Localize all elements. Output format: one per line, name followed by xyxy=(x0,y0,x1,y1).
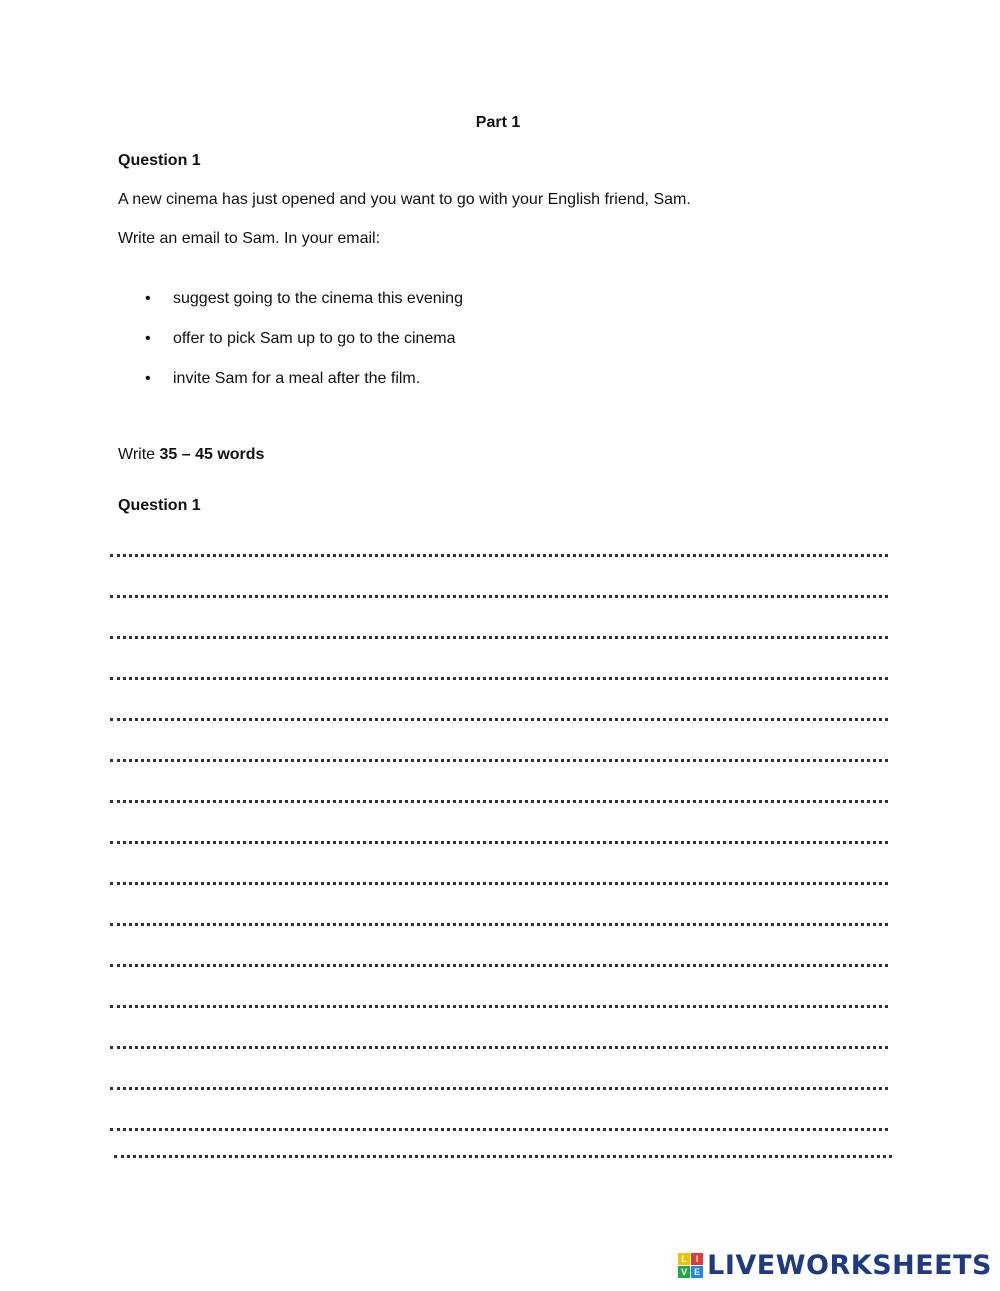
word-count-instruction xyxy=(118,446,264,464)
bullet-item: • invite Sam for a meal after the film. xyxy=(118,368,463,408)
bullet-item: • offer to pick Sam up to go to the cinema xyxy=(118,328,463,368)
answer-line[interactable] xyxy=(110,712,888,753)
word-count-range: 35 – 45 words xyxy=(159,446,265,463)
bullet-item: • suggest going to the cinema this evening xyxy=(118,288,463,328)
answer-line[interactable] xyxy=(110,548,888,589)
answer-line[interactable] xyxy=(110,876,888,917)
logo-mark-icon: L I V E xyxy=(678,1253,703,1278)
answer-line[interactable] xyxy=(110,999,888,1040)
part-title: Part 1 xyxy=(475,114,521,131)
answer-line[interactable] xyxy=(110,671,888,712)
answer-line[interactable] xyxy=(110,753,888,794)
question-heading: Question 1 xyxy=(118,152,201,169)
answer-line[interactable] xyxy=(110,1081,888,1122)
answer-line[interactable] xyxy=(110,917,888,958)
prompt-text: A new cinema has just opened and you want to go with your English friend, Sam. xyxy=(118,191,691,208)
task-bullet-list xyxy=(118,288,463,408)
liveworksheets-logo xyxy=(678,1250,992,1281)
instruction-text: Write an email to Sam. In your email: xyxy=(118,230,381,247)
answer-heading: Question 1 xyxy=(118,497,201,514)
answer-line[interactable] xyxy=(110,1040,888,1081)
answer-line[interactable] xyxy=(110,958,888,999)
answer-line[interactable] xyxy=(110,589,888,630)
word-count-prefix: Write xyxy=(118,446,156,463)
answer-line[interactable] xyxy=(110,630,888,671)
answer-writing-area[interactable] xyxy=(110,548,888,1204)
answer-line[interactable] xyxy=(110,835,888,876)
answer-line[interactable] xyxy=(110,794,888,835)
answer-line[interactable] xyxy=(110,1163,888,1204)
brand-wordmark: LIVEWORKSHEETS xyxy=(707,1250,992,1281)
